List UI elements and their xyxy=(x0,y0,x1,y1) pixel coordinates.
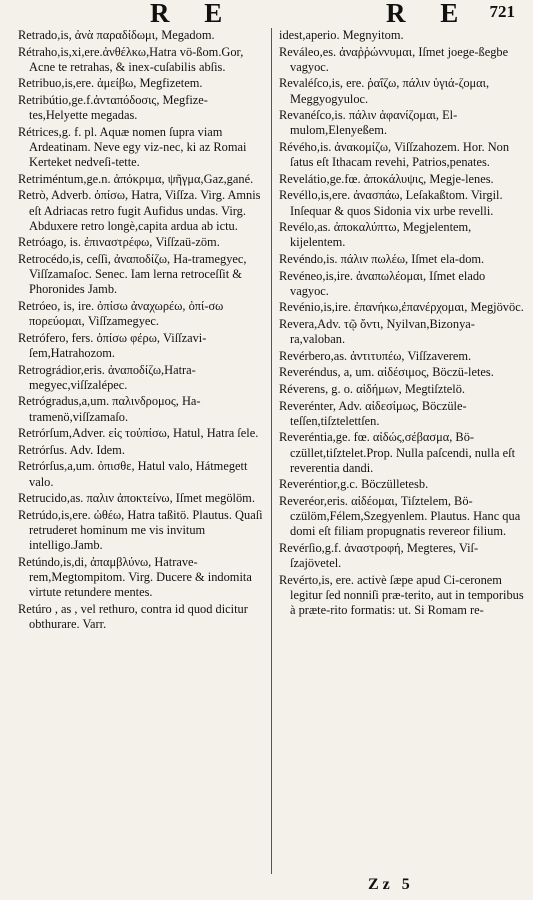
dictionary-entry: Retrúdo,is,ere. ὠθέω, Hatra taßitö. Plautus. Quaſi retruderet hominum me vis invitum intelligo.Jamb. xyxy=(18,507,263,553)
dictionary-entry: Revanéſco,is. πάλιν ἀφανίζομαι, El-mulom,Elenyeßem. xyxy=(279,108,458,138)
dictionary-entry: Retrò, Adverb. ὀπίσω, Hatra, Viſſza. Virg. Amnis eſt Adriacas retro fugit Aufidus undas. Virg. Abduxere retro longè,capita ardua ab ictu. xyxy=(18,188,261,233)
dictionary-entry: Retrográdior,eris. ἀναποδίζω,Hatra-megyec,viſſzalépec. xyxy=(18,362,196,392)
dictionary-entry: Retrado,is, ἀνὰ παραδίδωμι, Megadom. xyxy=(18,28,215,42)
dictionary-entry: Réverens, g. o. αἰδήμων, Megtiſztelö. xyxy=(279,381,466,396)
dictionary-entry: Reveréntia,ge. fœ. αἰδώς,σέβασμα, Bö-czüllet,tiſztelet.Prop. Nulla paſcendi, nulla eſt reverentia dandi. xyxy=(279,430,516,475)
columns xyxy=(18,28,527,874)
dictionary-entry: Revélo,as. ἀποκαλύπτω, Megjelentem, kijelentem. xyxy=(279,220,472,250)
dictionary-entry: Retrocédo,is, ceſſi, ἀναποδίζω, Ha-tramegyec, Viſſzamaſoc. Senec. Iam lerna retroceſſit & Phoronides Jamb. xyxy=(18,251,247,297)
dictionary-entry: Retriméntum,ge.n. ἀπόκριμα, ψῆγμα,Gaz,gané. xyxy=(18,171,254,186)
dictionary-entry: Retúro , as , vel rethuro, contra id quod dicitur obthurare. Varr. xyxy=(18,601,248,631)
page-number: 721 xyxy=(489,2,515,21)
dictionary-entry: Reveréor,eris. αἰδέομαι, Tiſztelem, Bö-czülöm,Félem,Szegyenlem. Plautus. Hanc qua domi eſt filiam propugnatis revereor filium. xyxy=(279,493,521,539)
dictionary-entry: Retrórſum,Adver. εἰς τοὐπίσω, Hatul, Hatra ſele. xyxy=(18,426,259,441)
dictionary-entry: Retrógradus,a,um. παλινδρομος, Ha-tramenö,viſſzamaſo. xyxy=(18,394,201,424)
dictionary-entry: Revéndo,is. πάλιν πωλέω, Iſmet ela-dom. xyxy=(279,251,485,266)
right-running-head: R E xyxy=(386,0,473,28)
dictionary-entry: Retrórſus,a,um. ὀπισθε, Hatul valo, Hátmegett valo. xyxy=(18,459,248,489)
dictionary-entry: Retribuo,is,ere. ἀμείβω, Megfizetem. xyxy=(18,76,203,91)
left-running-head: R E xyxy=(150,0,237,28)
dictionary-entry: Retrucido,as. παλιν ἀποκτείνω, Iſmet megölöm. xyxy=(18,491,255,506)
dictionary-entry: Revaléſco,is, ere. ῥαΐζω, πάλιν ὑγιά-ζομαι, Meggyogyuloc. xyxy=(279,76,490,106)
dictionary-entry: Revérſio,g.f. ἀναστροφή, Megteres, Viſ-ſzajövetel. xyxy=(279,540,479,571)
dictionary-entry: Retróago, is. ἐπιναστρέφω, Viſſzaü-zöm. xyxy=(18,235,220,250)
dictionary-entry: Retróeo, is, ire. ὀπίσω ἀναχωρέω, ὀπί-σω πορεύομαι, Viſſzamegyec. xyxy=(18,298,224,329)
dictionary-entry: Révého,is. ἀνακομίζω, Viſſzahozem. Hor. Non ſatus eſt Ithacam revehi, Patrios,penates. xyxy=(279,139,510,170)
dictionary-entry: Revéllo,is,ere. ἀνασπάω, Leſakaßtom. Virgil. Inſequar & quos Sidonia vix urbe revelli. xyxy=(279,188,503,218)
dictionary-entry: Revérbero,as. ἀντιτυπέω, Viſſzaverem. xyxy=(279,348,472,363)
dictionary-entry: Reváleo,es. ἀναῤῥώννυμαι, Iſmet joege-ßegbe vagyoc. xyxy=(279,44,509,74)
dictionary-entry: Reveréndus, a, um. αἰδέσιμος, Böczü-letes. xyxy=(279,365,494,380)
dictionary-entry: Retúndo,is,di, ἀπαμβλύνω, Hatrave-rem,Megtompitom. Virg. Ducere & indomita virtute retundere mentes. xyxy=(18,554,252,600)
dictionary-entry: Revelátio,ge.fœ. ἀποκάλυψις, Megje-lenes. xyxy=(279,171,494,186)
dictionary-entry: Rétraho,is,xi,ere.ἀνθέλκω,Hatra vö-ßom.Gor, Acne te retrahas, & inex-cuſabilis abſis. xyxy=(18,44,244,74)
dictionary-entry: Retrófero, fers. ὀπίσω φέρω, Viſſzavi-ſem,Hatrahozom. xyxy=(18,330,207,360)
dictionary-entry: Reverénter, Adv. αἰδεσίμως, Böczüle-teſſen,tiſztelettſen. xyxy=(279,398,467,428)
signature-mark: Zz 5 xyxy=(368,876,414,893)
dictionary-entry: Retrórſus. Adv. Idem. xyxy=(18,442,125,457)
dictionary-entry: Revénio,is,ire. ἐπανήκω,ἐπανέρχομαι, Megjövöc. xyxy=(279,300,524,315)
right-column xyxy=(271,28,527,874)
dictionary-entry: Revera,Adv. τῷ ὄντι, Nyilvan,Bizonya-ra,valoban. xyxy=(279,316,475,347)
left-column xyxy=(18,28,271,874)
dictionary-entry: Revérto,is, ere. activè ſæpe apud Ci-ceronem legitur ſed nonniſi præ-terito, aut in temporibus à præte-rito formatis: ut. Si Romam re- xyxy=(279,572,524,618)
dictionary-entry: Revéneo,is,ire. ἀναπωλέομαι, Iſmet elado vagyoc. xyxy=(279,268,486,298)
dictionary-entry: Reveréntior,g.c. Böczülletesb. xyxy=(279,477,429,492)
dictionary-entry: Retribútio,ge.f.ἀνταπόδοσις, Megfize-tes,Helyette megadas. xyxy=(18,92,208,123)
dictionary-entry: idest,aperio. Megnyitom. xyxy=(279,28,404,42)
dictionary-entry: Rétrices,g. f. pl. Aquæ nomen ſupra viam Ardeatinam. Neve egy viz-nec, ki az Romai Kerteket nedveſi-tette. xyxy=(18,124,247,170)
